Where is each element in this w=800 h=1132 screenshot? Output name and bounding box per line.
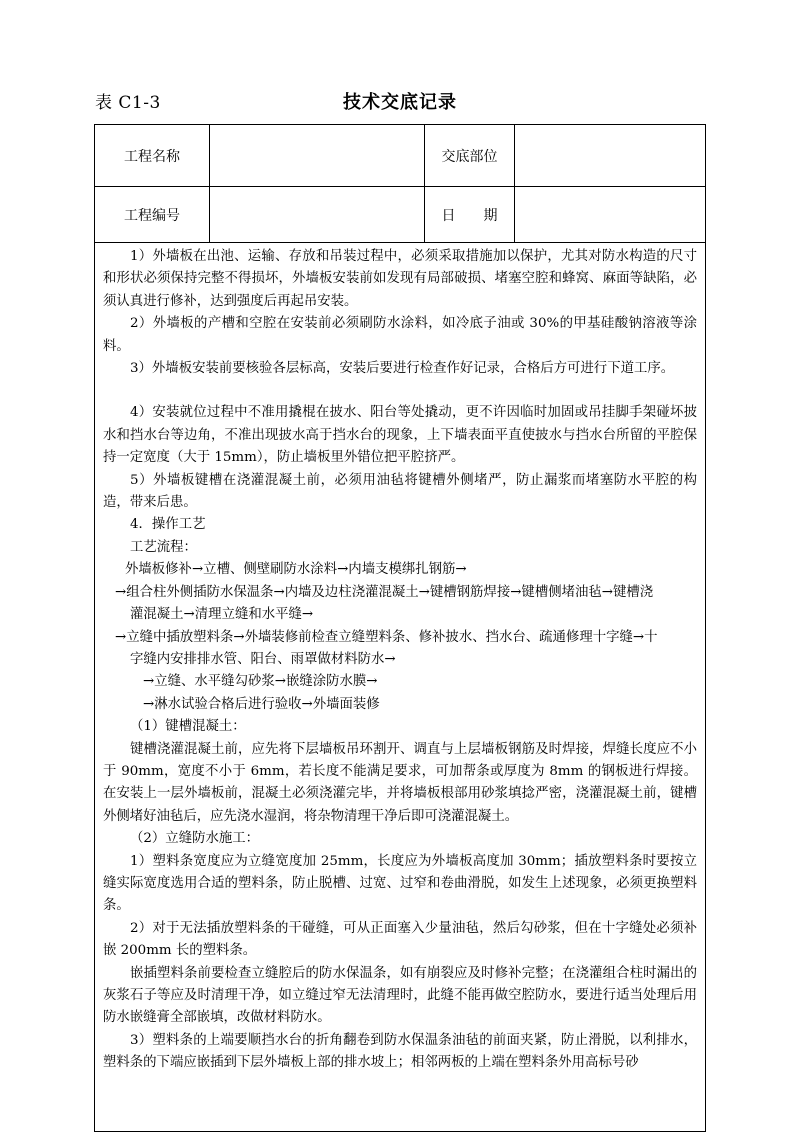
location-label: 交底部位 — [425, 125, 515, 186]
project-name-value[interactable] — [210, 125, 425, 186]
flow-line: 外墙板修补→立槽、侧壁刷防水涂料→内墙支模绑扎钢筋→ — [125, 562, 467, 578]
flow-line: →淋水试验合格后进行验收→外墙面装修 — [143, 696, 380, 712]
record-table — [94, 124, 706, 1132]
paragraph-5: 5）外墙板键槽在浇灌混凝土前，必须用油毡将键槽外侧堵严，防止漏浆而堵塞防水平腔的构造，带来后患。 — [103, 472, 697, 511]
flow-line: →立缝中插放塑料条→外墙装修前检查立缝塑料条、修补披水、挡水台、疏通修理十字缝→十 — [115, 629, 658, 645]
subsection-2-paragraph: 嵌插塑料条前要检查立缝腔后的防水保温条，如有崩裂应及时修补完整；在浇灌组合柱时漏出的灰浆石子等应及时清理干净，如立缝过窄无法清理时，此缝不能再做空腔防水，要进行适当处理后用防水嵌缝膏全部嵌填，改做材料防水。 — [103, 965, 697, 1026]
subsection-1-title: （1）键槽混凝土： — [130, 719, 246, 735]
flow-line: 灌混凝土→清理立缝和水平缝→ — [130, 607, 314, 623]
subsection-2-paragraph: 3）塑料条的上端要顺挡水台的折角翻卷到防水保温条油毡的前面夹紧，防止滑脱，以利排水，塑料条的下端应嵌插到下层外墙板上部的排水坡上；相邻两板的上端在塑料条外用高标号砂 — [103, 1032, 697, 1071]
subsection-2-paragraph: 2）对于无法插放塑料条的干碰缝，可从正面塞入少量油毡，然后勾砂浆，但在十字缝处必须补嵌 200mm 长的塑料条。 — [103, 920, 697, 959]
blank-line — [103, 380, 697, 402]
section-heading: 4．操作工艺 — [130, 517, 206, 533]
location-value[interactable] — [515, 125, 705, 186]
flow-line: 字缝内安排排水管、阳台、雨罩做材料防水→ — [130, 651, 396, 667]
project-no-value[interactable] — [210, 187, 425, 242]
paragraph-1: 1）外墙板在出池、运输、存放和吊装过程中，必须采取措施加以保护，尤其对防水构造的尺寸和形状必须保持完整不得损坏，外墙板安装前如发现有局部破损、堵塞空腔和蜂窝、麻面等缺陷，必须认真进行修补，达到强度后再起吊安装。 — [103, 249, 697, 309]
paragraph-3: 3）外墙板安装前要核验各层标高，安装后要进行检查作好记录，合格后方可进行下道工序。 — [130, 361, 675, 377]
document-title: 技术交底记录 — [343, 92, 457, 113]
flow-title: 工艺流程： — [130, 539, 197, 555]
paragraph-2: 2）外墙板的产槽和空腔在安装前必须刷防水涂料，如冷底子油或 30%的甲基硅酸钠溶液等涂料。 — [103, 316, 697, 354]
info-row-1 — [95, 125, 705, 187]
info-row-2 — [95, 187, 705, 243]
flow-line: →立缝、水平缝勾砂浆→嵌缝涂防水膜→ — [143, 674, 378, 690]
flow-line: →组合柱外侧插防水保温条→内墙及边柱浇灌混凝土→键槽钢筋焊接→键槽侧堵油毡→键槽浇 — [115, 584, 654, 600]
project-no-label: 工程编号 — [95, 187, 210, 242]
subsection-2-paragraph: 1）塑料条宽度应为立缝宽度加 25mm，长度应为外墙板高度加 30mm；插放塑料条时要按立缝实际宽度选用合适的塑料条，防止脱槽、过宽、过窄和卷曲滑脱，如发生上述现象，必须更换塑料条。 — [103, 853, 697, 914]
paragraph-4: 4）安装就位过程中不准用撬棍在披水、阳台等处撬动，更不许因临时加固或吊挂脚手架碰坏披水和挡水台等边角，不准出现披水高于挡水台的现象，上下墙表面平直使披水与挡水台所留的平腔保持一定宽度（大于 15mm），防止墙板里外错位把平腔挤严。 — [103, 405, 697, 466]
date-value[interactable] — [515, 187, 705, 242]
subsection-2-title: （2）立缝防水施工： — [130, 831, 260, 847]
subsection-1-text: 键槽浇灌混凝土前，应先将下层墙板吊环割开、调直与上层墙板钢筋及时焊接，焊缝长度应不小于 90mm，宽度不小于 6mm，若长度不能满足要求，可加帮条或厚度为 8mm 的钢板进行焊接。在安装上一层外墙板前，混凝土必须浇灌完毕，并将墙板根部用砂浆填捻严密，浇灌混凝土前，键槽外侧堵好油毡后，应先浇水湿润，将杂物清理干净后即可浇灌混凝土。 — [103, 741, 697, 824]
date-label: 日 期 — [425, 187, 515, 242]
project-name-label: 工程名称 — [95, 125, 210, 186]
disclosure-content — [95, 243, 705, 1075]
form-code: 表 C1-3 — [95, 93, 161, 113]
